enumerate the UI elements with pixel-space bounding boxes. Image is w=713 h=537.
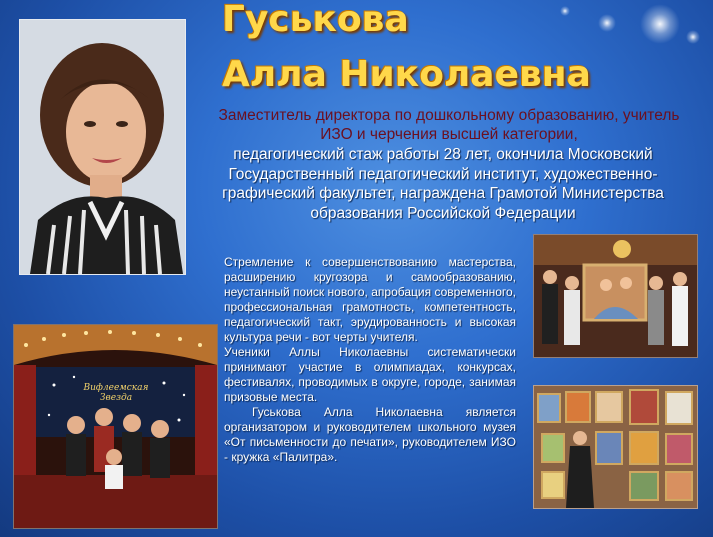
sparkle-decoration <box>598 14 616 32</box>
exhibition-photo-1 <box>533 234 698 358</box>
exhibition-photo-2 <box>533 385 698 509</box>
paragraph-student-achievements: Ученики Аллы Николаевны систематически принимают участие в олимпиадах, конкурсах, фестивалях, проводимых в округе, городе, занимая призовые места. <box>224 345 516 404</box>
sparkle-decoration <box>640 4 680 44</box>
sparkle-decoration <box>686 30 700 44</box>
group-photo <box>13 324 218 529</box>
portrait-photo <box>19 19 186 275</box>
bio-text: педагогический стаж работы 28 лет, окончила Московский Государственный педагогический институт, художественно-графический факультет, награждена Грамотой Министерства образования Российской Федерации <box>222 146 664 222</box>
paragraph-teacher-qualities: Стремление к совершенствованию мастерства, расширению кругозора и самообразованию, неустанный поиск нового, апробация современного, профессиональная грамотность, компетентность, педагогический такт, эрудированность и высокая культура речи - вот черты учителя. <box>224 255 516 344</box>
role-text: Заместитель директора по дошкольному образованию, учитель ИЗО и черчения высшей категории, <box>218 107 680 143</box>
stage-banner-text: Вифлеемская Звезда <box>83 383 149 403</box>
sparkle-decoration <box>560 6 570 16</box>
name-line-1: Гуськова <box>222 0 409 40</box>
name-line-2: Алла Николаевна <box>222 54 591 95</box>
body-text <box>224 255 516 465</box>
paragraph-museum: Гуськова Алла Николаевна является организатором и руководителем школьного музея «От письменности до печати», руководителем ИЗО - кружка «Палитра». <box>224 405 516 464</box>
